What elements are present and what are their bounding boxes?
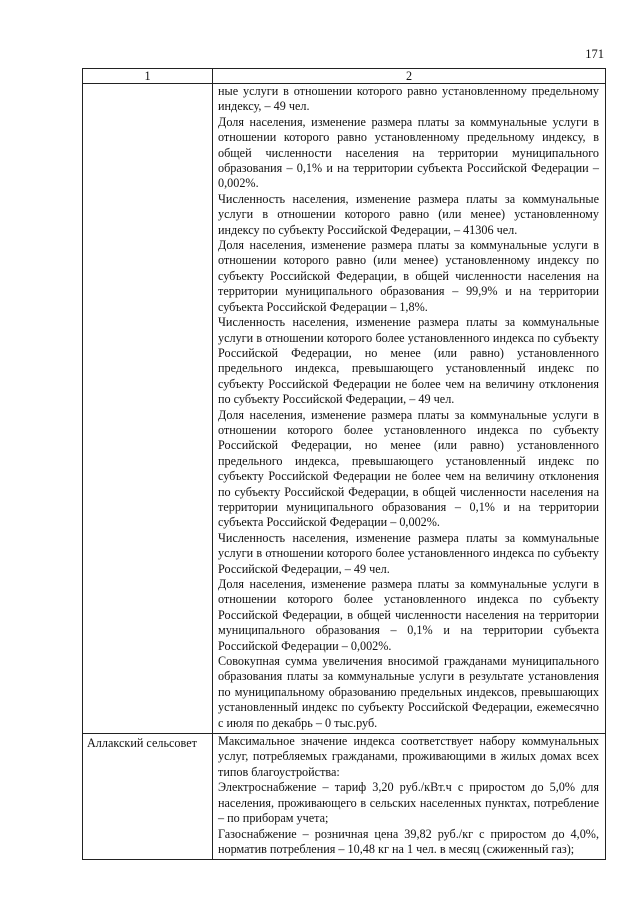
row-label-cell: Аллакский сельсовет: [83, 734, 213, 860]
table-row: [83, 734, 606, 860]
paragraph: Численность населения, изменение размера платы за коммунальные услуги в отношении которого более установленного индекса по субъекту Российской Федерации, но менее (или равно) установленного предельного индекса, превышающего установленный индекс по субъекту Российской Федерации не более чем на величину отклонения по субъекту Российской Федерации, – 49 чел.: [218, 315, 599, 407]
row-content-cell: [213, 84, 606, 734]
paragraph: Численность населения, изменение размера платы за коммунальные услуги в отношении которого равно (или менее) установленному индексу по субъекту Российской Федерации, – 41306 чел.: [218, 191, 599, 237]
column-header-1: 1: [83, 69, 213, 84]
row-label-cell: [83, 84, 213, 734]
paragraph: Доля населения, изменение размера платы за коммунальные услуги в отношении которого более установленного индекса по субъекту Российской Федерации, в общей численности населения на территории муниципального образования – 0,1% и на территории субъекта Российской Федерации – 0,002%.: [218, 577, 599, 653]
paragraph: Доля населения, изменение размера платы за коммунальные услуги в отношении которого более установленного индекса по субъекту Российской Федерации, но менее (или равно) установленного предельного индекса, превышающего установленный индекс по субъекту Российской Федерации не более чем на величину отклонения по субъекту Российской Федерации, в общей численности населения на территории муниципального образования – 0,1% и на территории субъекта Российской Федерации – 0,002%.: [218, 407, 599, 530]
document-table: [82, 68, 606, 860]
paragraph: Численность населения, изменение размера платы за коммунальные услуги в отношении которого более установленного индекса по субъекту Российской Федерации, – 49 чел.: [218, 530, 599, 576]
paragraph: Доля населения, изменение размера платы за коммунальные услуги в отношении которого равно (или менее) установленному индексу по субъекту Российской Федерации, в общей численности населения на территории муниципального образования – 99,9% и на территории субъекта Российской Федерации – 1,8%.: [218, 238, 599, 314]
page-number: 171: [585, 47, 604, 61]
paragraph: ные услуги в отношении которого равно установленному предельному индексу, – 49 чел.: [218, 84, 599, 114]
paragraph: Электроснабжение – тариф 3,20 руб./кВт.ч с приростом до 5,0% для населения, проживающего в сельских населенных пунктах, потребление – по приборам учета;: [218, 780, 599, 826]
row-content-cell: [213, 734, 606, 860]
paragraph: Максимальное значение индекса соответствует набору коммунальных услуг, потребляемых гражданами, проживающими в жилых домах всех типов благоустройства:: [218, 734, 599, 779]
paragraph: Совокупная сумма увеличения вносимой гражданами муниципального образования платы за коммунальные услуги в результате установления по муниципальному образованию предельных индексов, превышающих установленный индекс по субъекту Российской Федерации, ежемесячно с июля по декабрь – 0 тыс.руб.: [218, 654, 599, 730]
table-header-row: [83, 69, 606, 84]
column-header-2: 2: [213, 69, 606, 84]
paragraph: Газоснабжение – розничная цена 39,82 руб./кг с приростом до 4,0%, норматив потребления – 10,48 кг на 1 чел. в месяц (сжиженный газ);: [218, 826, 599, 856]
table-row: [83, 84, 606, 734]
paragraph: Доля населения, изменение размера платы за коммунальные услуги в отношении которого равно установленному предельному индексу, в общей численности населения на территории муниципального образования – 0,1% и на территории субъекта Российской Федерации – 0,002%.: [218, 114, 599, 191]
